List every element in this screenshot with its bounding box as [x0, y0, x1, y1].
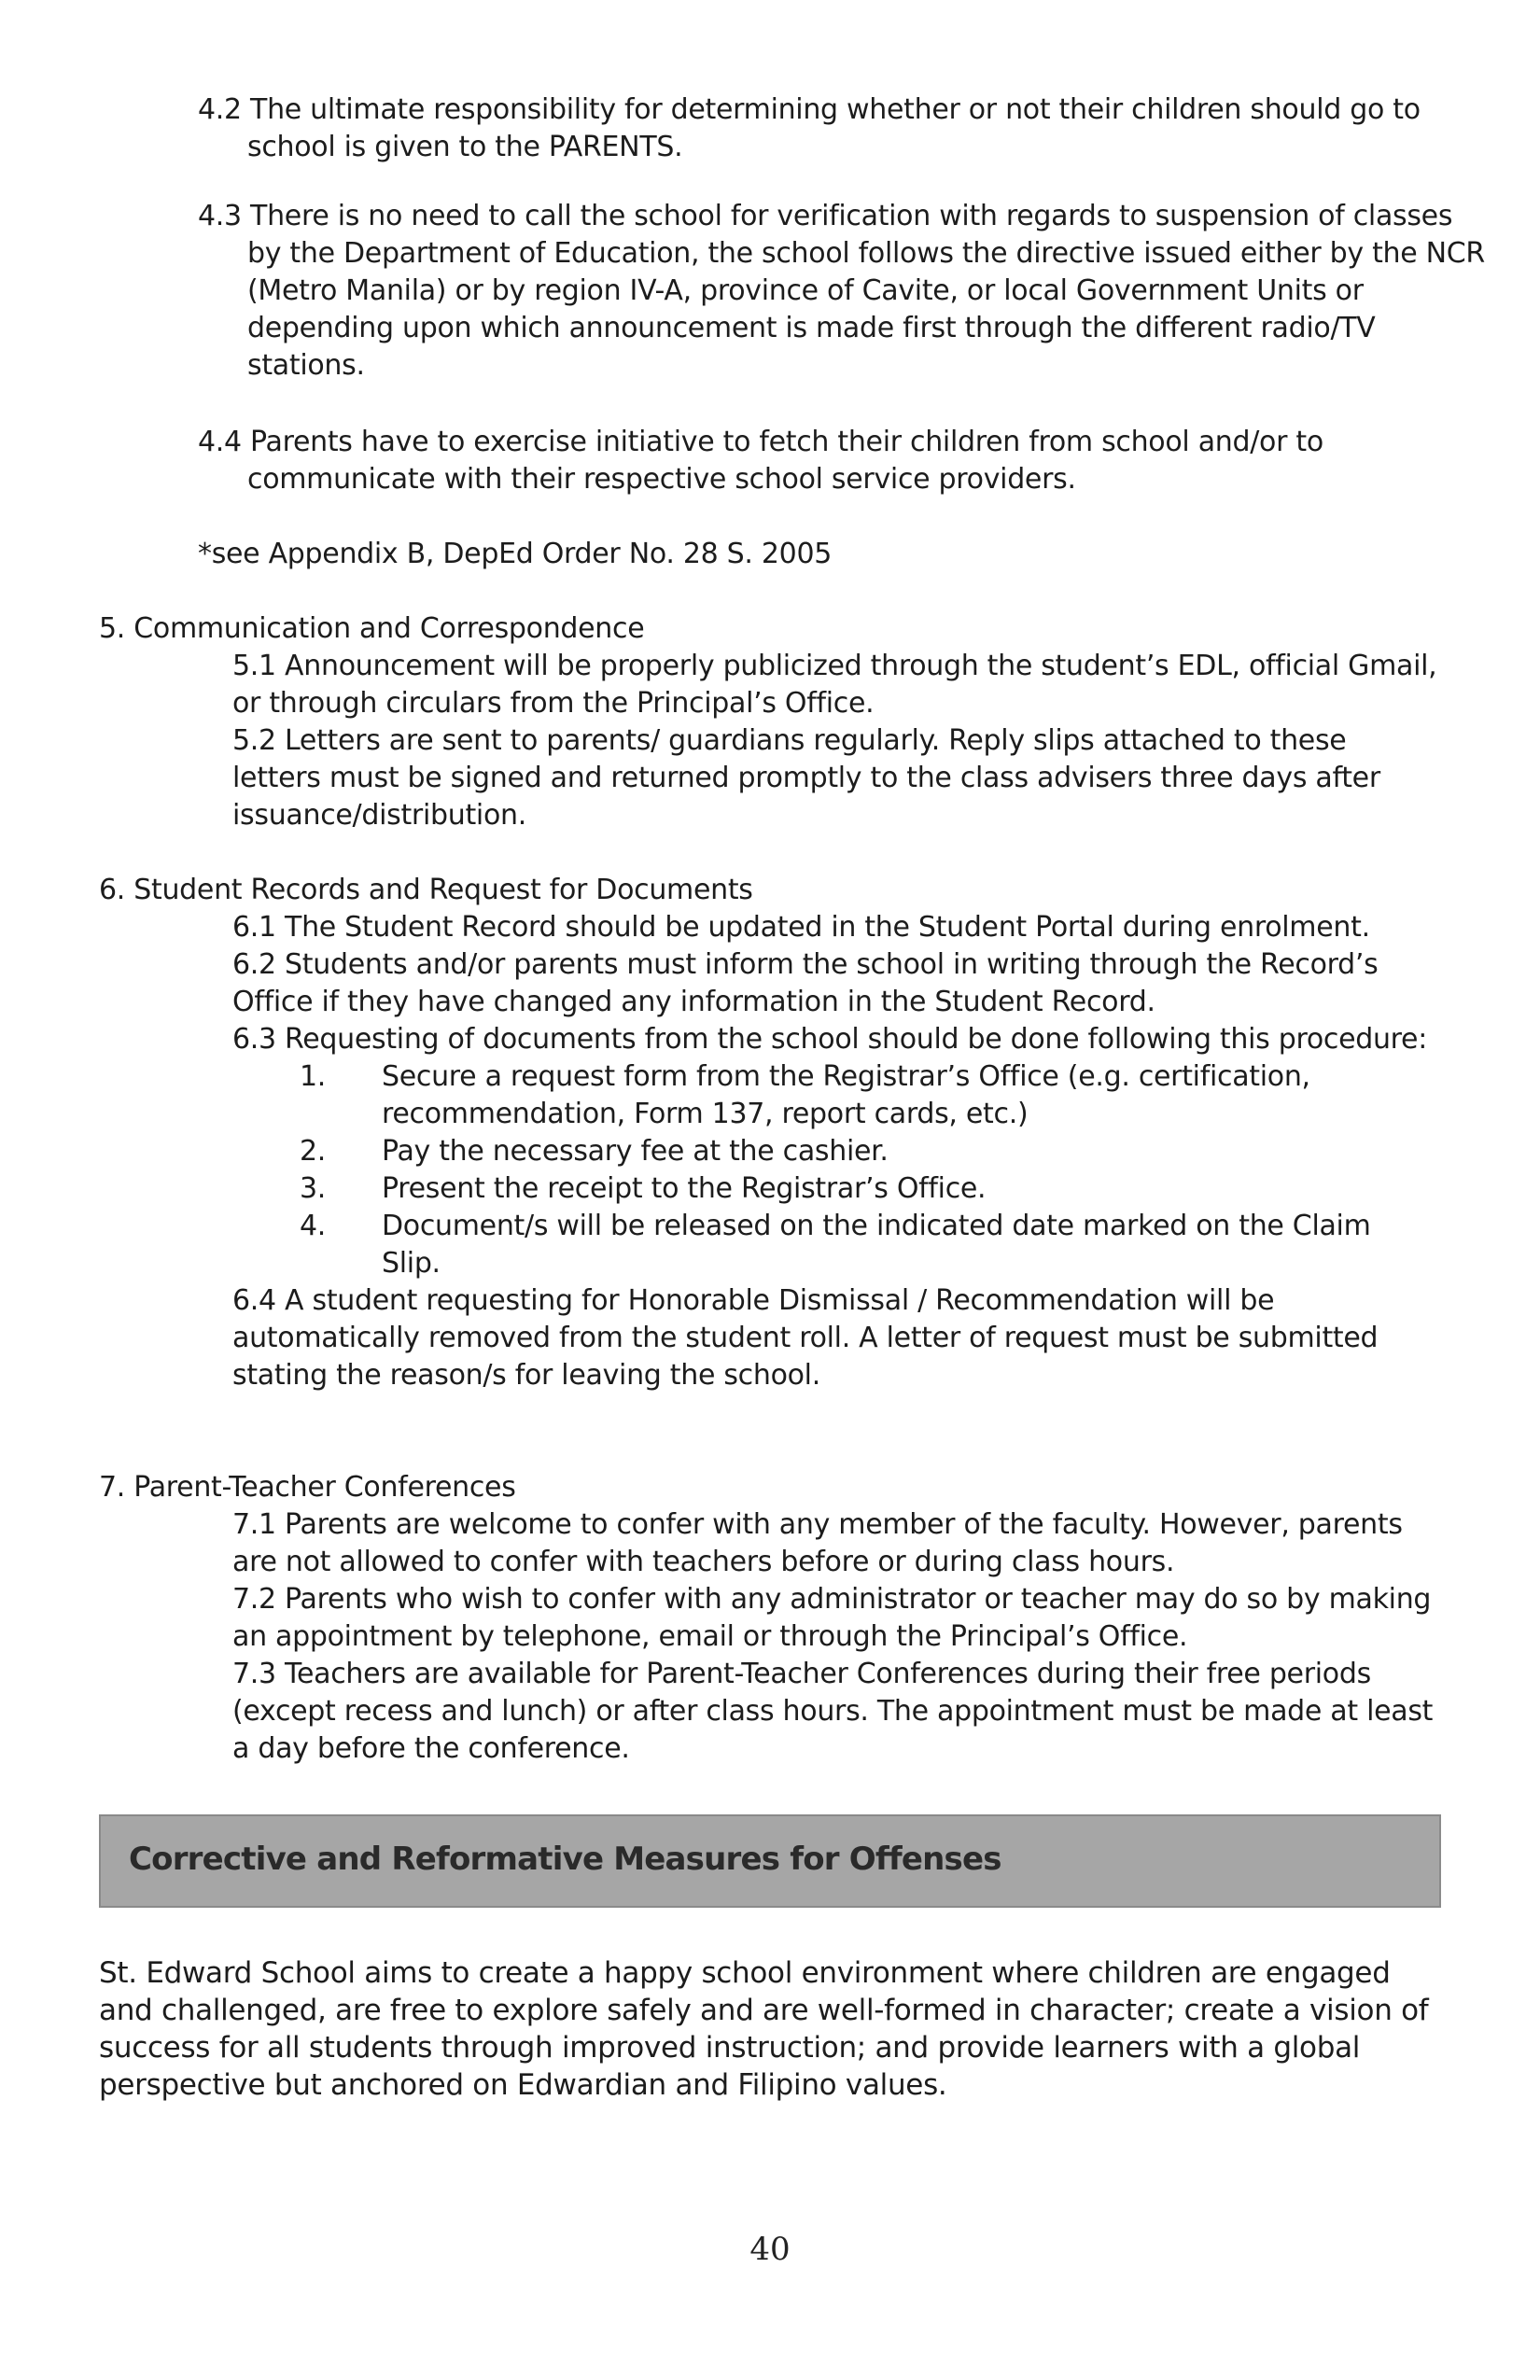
section-7-heading: 7. Parent-Teacher Conferences — [99, 1471, 516, 1504]
section-5-body — [232, 648, 1441, 834]
page-number: 40 — [749, 2231, 791, 2268]
item-4-3: 4.3 There is no need to call the school for verification with regards to suspension of classes by the Department of Education, the school follows the directive issued either by the NCR (Metro Manila) or by region IV-A, province of Cavite, or local Government Units or depending upon which announcement is made first through the different radio/TV stations. — [198, 200, 1485, 382]
paragraph-6-4: 6.4 A student requesting for Honorable Dismissal / Recommendation will be automatically removed from the student roll. A letter of request must be submitted stating the reason/s for leaving the school. — [232, 1284, 1379, 1392]
procedure-step-number: 2. — [300, 1135, 327, 1168]
section-banner — [99, 1814, 1441, 1908]
paragraph-5-2: 5.2 Letters are sent to parents/ guardians regularly. Reply slips attached to these letters must be signed and returned promptly to the class advisers three days after issuance/distribution. — [232, 724, 1380, 832]
procedure-step — [300, 1208, 1373, 1282]
procedure-step-text: Present the receipt to the Registrar’s Office. — [382, 1172, 987, 1205]
procedure-step-number: 4. — [300, 1210, 327, 1242]
paragraph-6-2: 6.2 Students and/or parents must inform the school in writing through the Record’s Office if they have changed any information in the Student Record. — [232, 948, 1379, 1018]
banner-title: Corrective and Reformative Measures for Offenses — [129, 1841, 1001, 1878]
section-5-heading: 5. Communication and Correspondence — [99, 612, 645, 645]
procedure-step — [300, 1170, 1373, 1208]
section-7-body — [232, 1506, 1441, 1768]
procedure-step-number: 3. — [300, 1172, 327, 1205]
closing-paragraph: St. Edward School aims to create a happy school environment where children are engaged and challenged, are free to explore safely and are well-formed in character; create a vision of success for all students through improved instruction; and provide learners with a global perspective but anchored on Edwardian and Filipino values. — [99, 1956, 1429, 2102]
paragraph-7-2: 7.2 Parents who wish to confer with any administrator or teacher may do so by making an appointment by telephone, email or through the Principal’s Office. — [232, 1583, 1432, 1653]
paragraph-6-3: 6.3 Requesting of documents from the school should be done following this procedure: — [232, 1023, 1428, 1056]
procedure-step-text: Secure a request form from the Registrar’s Office (e.g. certification, recommendation, Form 137, report cards, etc.) — [382, 1060, 1310, 1130]
section-6-heading: 6. Student Records and Request for Documents — [99, 874, 753, 906]
item-4-4: 4.4 Parents have to exercise initiative to fetch their children from school and/or to communicate with their respective school service providers. — [198, 426, 1323, 496]
paragraph-7-1: 7.1 Parents are welcome to confer with any member of the faculty. However, parents are not allowed to confer with teachers before or during class hours. — [232, 1508, 1403, 1578]
appendix-note: *see Appendix B, DepEd Order No. 28 S. 2005 — [198, 538, 833, 570]
procedure-step — [300, 1133, 1373, 1170]
item-4-2: 4.2 The ultimate responsibility for determining whether or not their children should go to school is given to the PARENTS. — [198, 93, 1421, 163]
procedure-step-text: Document/s will be released on the indicated date marked on the Claim Slip. — [382, 1210, 1371, 1280]
procedure-step-number: 1. — [300, 1060, 327, 1093]
paragraph-7-3: 7.3 Teachers are available for Parent-Teacher Conferences during their free periods (except recess and lunch) or after class hours. The appointment must be made at least a day before the conference. — [232, 1658, 1434, 1765]
procedure-step — [300, 1058, 1373, 1133]
paragraph-5-1: 5.1 Announcement will be properly publicized through the student’s EDL, official Gmail, or through circulars from the Principal’s Office. — [232, 650, 1437, 720]
section-6-body — [232, 909, 1441, 1394]
procedure-step-text: Pay the necessary fee at the cashier. — [382, 1135, 889, 1168]
paragraph-6-1: 6.1 The Student Record should be updated in the Student Portal during enrolment. — [232, 911, 1370, 944]
procedure-list — [232, 1058, 1373, 1282]
